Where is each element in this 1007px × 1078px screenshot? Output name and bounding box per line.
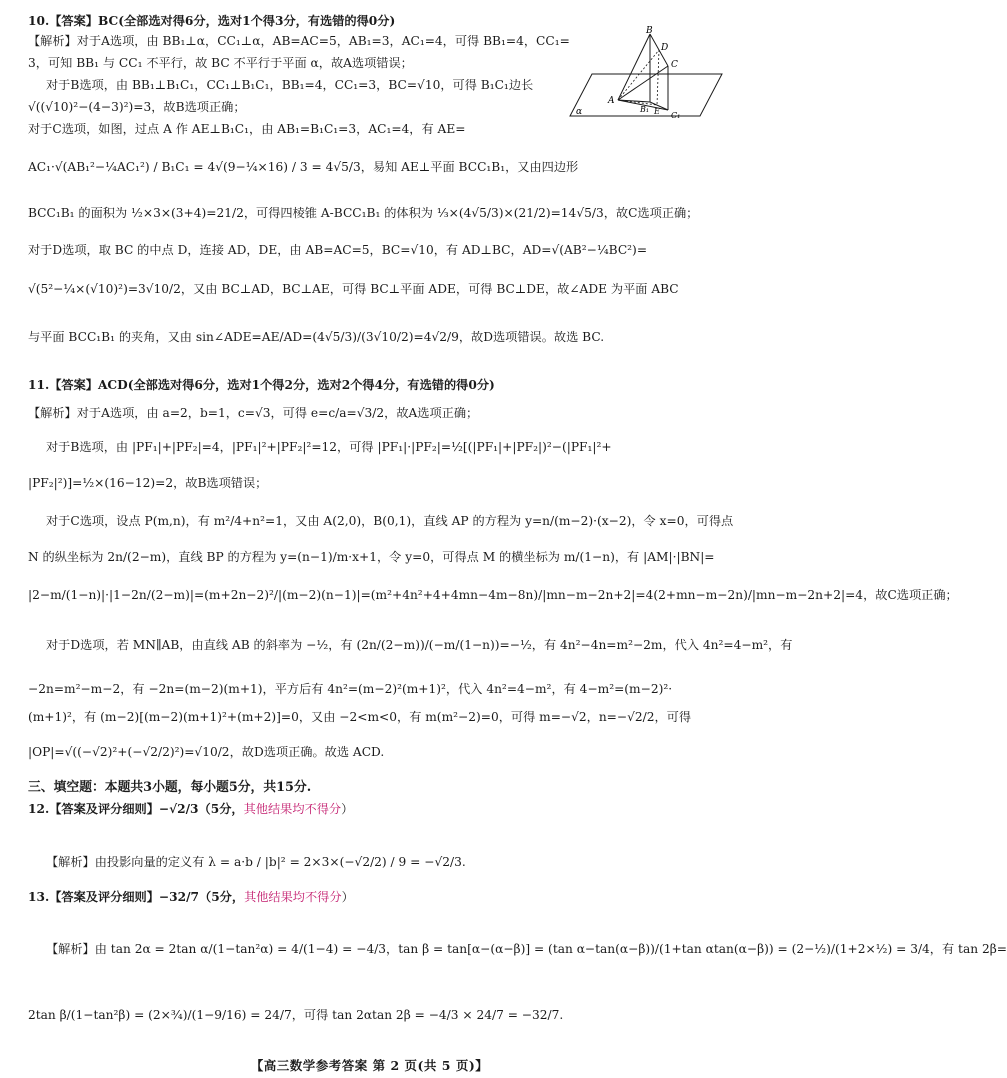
q10-analysis-line-9: √(5²−¼×(√10)²)=3√10/2，又由 BC⊥AD，BC⊥AE，可得 BC⊥平面 ADE，可得 BC⊥DE，故∠ADE 为平面 ABC	[28, 282, 679, 296]
label-b: B	[646, 26, 653, 36]
q12-analysis-line-1: 【解析】由投影向量的定义有 λ = a·b / |b|² = 2×3×(−√2/2) / 9 = −√2/3.	[46, 855, 466, 869]
label-a: A	[608, 96, 615, 106]
q10-analysis-line-5: 对于C选项，如图，过点 A 作 AE⊥B₁C₁，由 AB₁=B₁C₁=3，AC₁=4，有 AE=	[28, 122, 466, 136]
q13-answer-note: 其他结果均不得分	[244, 890, 342, 904]
q11-analysis-line-5: N 的纵坐标为 2n/(2−m)，直线 BP 的方程为 y=(n−1)/m·x+1，令 y=0，可得点 M 的横坐标为 m/(1−n)，有 |AM|·|BN|=	[28, 550, 715, 564]
q11-analysis-line-1: 【解析】对于A选项，由 a=2，b=1，c=√3，可得 e=c/a=√3/2，故A选项正确；	[28, 406, 479, 420]
q12-answer-suffix: ）	[341, 802, 354, 816]
label-b1: B₁	[640, 105, 650, 114]
q10-analysis-line-2: 3，可知 BB₁ 与 CC₁ 不平行，故 BC 不平行于平面 α，故A选项错误；	[28, 56, 413, 70]
q12-answer-line	[28, 802, 721, 817]
label-c1: C₁	[671, 111, 681, 120]
edge-ac	[618, 66, 668, 100]
label-c: C	[671, 60, 678, 70]
q10-analysis-line-1: 【解析】对于A选项，由 BB₁⊥α，CC₁⊥α，AB=AC=5，AB₁=3，AC₁=4，可得 BB₁=4，CC₁=	[28, 34, 570, 48]
q13-analysis-line-1: 【解析】由 tan 2α = 2tan α/(1−tan²α) = 4/(1−4) = −4/3，tan β = tan[α−(α−β)] = (tan α−tan(α−β))/(1+tan αtan(α−β)) = (2−½)/(1+2×½) = 3/4，有 tan 2β=	[46, 942, 1007, 956]
geometry-figure	[568, 26, 724, 122]
q11-analysis-line-4: 对于C选项，设点 P(m,n)，有 m²/4+n²=1，又由 A(2,0)，B(0,1)，直线 AP 的方程为 y=n/(m−2)·(x−2)，令 x=0，可得点	[46, 514, 734, 528]
label-d: D	[661, 43, 669, 53]
q10-analysis-line-10: 与平面 BCC₁B₁ 的夹角，又由 sin∠ADE=AE/AD=(4√5/3)/(3√10/2)=4√2/9，故D选项错误。故选 BC.	[28, 330, 605, 344]
q11-answer-line	[28, 378, 721, 393]
q12-answer-prefix: 【答案及评分细则】−√2/3（5分，	[49, 802, 244, 816]
q11-answer: 【答案】ACD(全部选对得6分，选对1个得2分，选对2个得4分，有选错的得0分)	[49, 378, 495, 392]
q10-analysis-line-3: 对于B选项，由 BB₁⊥B₁C₁，CC₁⊥B₁C₁，BB₁=4，CC₁=3，BC=√10，可得 B₁C₁边长	[46, 78, 534, 92]
q11-analysis-line-8: −2n=m²−m−2，有 −2n=(m−2)(m+1)，平方后有 4n²=(m−2)²(m+1)²，代入 4n²=4−m²，有 4−m²=(m−2)²·	[28, 682, 673, 696]
q11-analysis-line-6: |2−m/(1−n)|·|1−2n/(2−m)|=(m+2n−2)²/|(m−2)(n−1)|=(m²+4n²+4+4mn−4m−8n)/|mn−m−2n+2|=4(2+mn−m−2n)/|mn−m−2n+2|=4，故C选项正确；	[28, 588, 958, 602]
q12-answer-note: 其他结果均不得分	[243, 802, 342, 816]
q10-answer: 【答案】BC(全部选对得6分，选对1个得3分，有选错的得0分)	[49, 14, 396, 28]
q13-answer-line	[28, 890, 721, 905]
q11-analysis-line-7: 对于D选项，若 MN∥AB，由直线 AB 的斜率为 −½，有 (2n/(2−m))/(−m/(1−n))=−½，有 4n²−4n=m²−2m，代入 4n²=4−m²，有	[46, 638, 793, 652]
q11-analysis-line-2: 对于B选项，由 |PF₁|+|PF₂|=4，|PF₁|²+|PF₂|²=12，可得 |PF₁|·|PF₂|=½[(|PF₁|+|PF₂|)²−(|PF₁|²+	[46, 440, 612, 454]
q12-number: 12.	[28, 802, 50, 816]
q13-analysis-line-2: 2tan β/(1−tan²β) = (2×¾)/(1−9/16) = 24/7，可得 tan 2αtan 2β = −4/3 × 24/7 = −32/7.	[28, 1008, 564, 1022]
q13-number: 13.	[28, 890, 50, 904]
q10-analysis-line-6: AC₁·√(AB₁²−¼AC₁²) / B₁C₁ = 4√(9−¼×16) / 3 = 4√5/3，易知 AE⊥平面 BCC₁B₁，又由四边形	[28, 160, 579, 174]
q13-answer-prefix: 【答案及评分细则】−32/7（5分，	[49, 890, 245, 904]
edge-de	[657, 50, 659, 105]
q13-answer-suffix: ）	[341, 890, 354, 904]
q11-number: 11.	[28, 378, 50, 392]
q10-number: 10.	[28, 14, 50, 28]
label-e: E	[654, 107, 660, 116]
q11-analysis-line-3: |PF₂|²)]=½×(16−12)=2，故B选项错误；	[28, 476, 268, 490]
q10-answer-line	[28, 14, 721, 29]
page-footer: 【高三数学参考答案 第 2 页(共 5 页)】	[250, 1058, 489, 1073]
label-alpha: α	[576, 107, 583, 117]
q11-analysis-line-10: |OP|=√((−√2)²+(−√2/2)²)=√10/2，故D选项正确。故选 ACD.	[28, 745, 385, 759]
section-3-heading: 三、填空题：本题共3小题，每小题5分，共15分.	[28, 780, 312, 795]
q10-analysis-line-4: √((√10)²−(4−3)²)=3，故B选项正确；	[28, 100, 246, 114]
q10-analysis-line-7: BCC₁B₁ 的面积为 ½×3×(3+4)=21/2，可得四棱锥 A-BCC₁B₁ 的体积为 ⅓×(4√5/3)×(21/2)=14√5/3，故C选项正确；	[28, 206, 699, 220]
q11-analysis-line-9: (m+1)²，有 (m−2)[(m−2)(m+1)²+(m+2)]=0，又由 −2<m<0，有 m(m²−2)=0，可得 m=−√2，n=−√2/2，可得	[28, 710, 692, 724]
edge-ab	[618, 34, 650, 100]
q10-analysis-line-8: 对于D选项，取 BC 的中点 D，连接 AD，DE，由 AB=AC=5，BC=√10，有 AD⊥BC，AD=√(AB²−¼BC²)=	[28, 243, 648, 257]
